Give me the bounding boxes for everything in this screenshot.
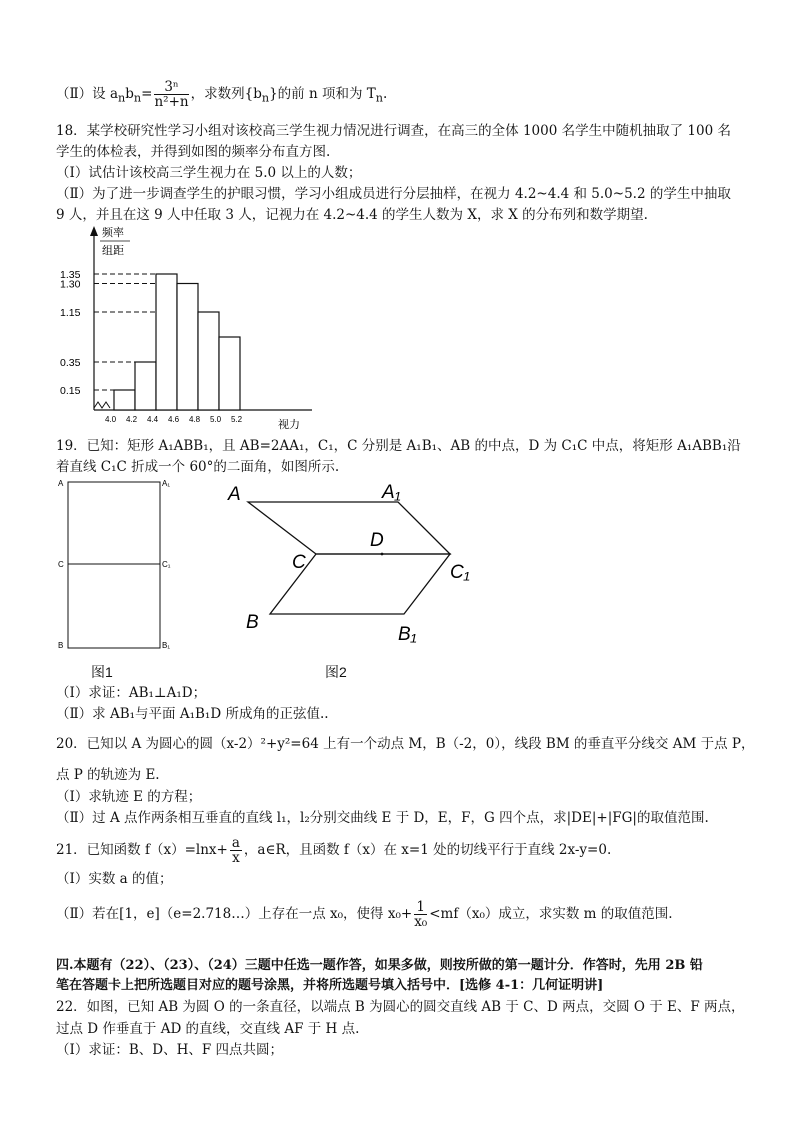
- fig2-label-A1: A₁: [382, 482, 401, 503]
- q22-line1: 22．如图，已知 AB 为圆 O 的一条直径，以端点 B 为圆心的圆交直线 AB 于 C、D 两点，交圆 O 于 E、F 两点，: [56, 999, 745, 1015]
- fig2-label-A: A: [228, 484, 241, 505]
- x-tick-label-2: 4.4: [147, 415, 159, 424]
- q20-part1: （Ⅰ）求轨迹 E 的方程；: [56, 789, 202, 805]
- figure-2-folded: [222, 474, 482, 654]
- q18-line1: 18．某学校研究性学习小组对该校高三学生视力情况进行调查，在高三的全体 1000 名学生中随机抽取了 100 名: [56, 123, 731, 139]
- q18-part2b: 9 人，并且在这 9 人中任取 3 人，记视力在 4.2~4.4 的学生人数为 X，求 X 的分布列和数学期望.: [56, 207, 648, 223]
- y-axis-arrow: [90, 226, 98, 236]
- fig2-label-B1: B₁: [398, 624, 417, 645]
- section4-line1: 四.本题有（22）、（23）、（24）三题中任选一题作答，如果多做，则按所做的第一题计分．作答时，先用 2B 铅: [56, 958, 703, 973]
- x-tick-label-5: 5.0: [210, 415, 222, 424]
- y-tick-label-3: 1.30: [60, 278, 81, 291]
- y-tick-label-2: 1.15: [60, 307, 81, 319]
- fig2-caption: 图2: [325, 664, 347, 680]
- fig1-label-C1: C₁: [162, 560, 171, 569]
- y-label-bottom: 组距: [102, 245, 124, 257]
- figure-1-rectangle: [52, 474, 182, 659]
- fig2-label-D: D: [370, 530, 384, 551]
- q21-line1: 21．已知函数 f（x）=lnx+ $\frac{a}{x}$ ，a∈R，且函数 f（x）在 x=1 处的切线平行于直线 2x-y=0.: [56, 835, 612, 866]
- y-tick-label-4: 1.35: [60, 269, 81, 281]
- q19-part2: （Ⅱ）求 AB₁与平面 A₁B₁D 所成角的正弦值..: [56, 706, 329, 722]
- q20-line2: 点 P 的轨迹为 E.: [56, 767, 160, 783]
- bar-2: [156, 274, 177, 410]
- bar-3: [177, 284, 198, 411]
- x-tick-label-0: 4.0: [105, 415, 117, 424]
- q18-part1: （Ⅰ）试估计该校高三学生视力在 5.0 以上的人数；: [56, 165, 362, 181]
- fig1-rect: [68, 482, 160, 648]
- q17-fraction: $\frac{\text{3ⁿ}}{\text{n²+n}}$: [154, 79, 189, 110]
- q21-fraction-a-over-x: $\frac{a}{x}$: [231, 835, 240, 866]
- q19-line2: 着直线 C₁C 折成一个 60°的二面角，如图所示.: [56, 459, 340, 475]
- q18-line2: 学生的体检表，并得到如图的频率分布直方图.: [56, 144, 331, 160]
- y-tick-label-0: 0.15: [60, 385, 81, 397]
- x-tick-label-3: 4.6: [168, 415, 180, 424]
- q20-part2: （Ⅱ）过 A 点作两条相互垂直的直线 l₁，l₂分别交曲线 E 于 D，E，F，G 四个点，求|DE|+|FG|的取值范围.: [56, 810, 709, 826]
- x-tick-label-4: 4.8: [189, 415, 201, 424]
- fig1-label-C: C: [58, 560, 64, 569]
- fig1-label-B: B: [58, 641, 64, 650]
- fig1-label-A1: A₁: [162, 479, 171, 488]
- q17-part2: （Ⅱ）设 $a_nb_n=$ $\frac{\text{3ⁿ}}{\text{n²+n}}$ ，求数列$\{b_n\}$的前 n 项和为 $T_n$.: [56, 79, 388, 110]
- x-tick-label-1: 4.2: [126, 415, 138, 424]
- frequency-histogram: [50, 222, 320, 432]
- section4-line2: 笔在答题卡上把所选题目对应的题号涂黑，并将所选题号填入括号中．[选修 4-1：几何证明讲]: [56, 978, 604, 993]
- fig1-caption: 图1: [91, 664, 113, 680]
- q19-line1: 19．已知：矩形 A₁ABB₁，且 AB=2AA₁，C₁，C 分别是 A₁B₁、AB 的中点，D 为 C₁C 中点，将矩形 A₁ABB₁沿: [56, 438, 741, 454]
- fig2-label-B: B: [246, 612, 259, 633]
- bar-0: [114, 390, 135, 410]
- y-tick-label-1: 0.35: [60, 357, 81, 369]
- q19-part1: （Ⅰ）求证：AB₁⊥A₁D；: [56, 685, 207, 701]
- y-label-top: 频率: [102, 227, 124, 239]
- fig2-label-C: C: [292, 552, 306, 573]
- fig1-label-B1: B₁: [162, 641, 171, 650]
- q22-line2: 过点 D 作垂直于 AD 的直线，交直线 AF 于 H 点.: [56, 1021, 360, 1037]
- bar-5: [219, 337, 240, 410]
- fig2-point-D: [381, 553, 384, 556]
- x-label: 视力: [278, 419, 300, 431]
- q18-part2a: （Ⅱ）为了进一步调查学生的护眼习惯，学习小组成员进行分层抽样，在视力 4.2~4.4 和 5.0~5.2 的学生中抽取: [56, 186, 731, 202]
- q20-line1: 20．已知以 A 为圆心的圆（x-2）²+y²=64 上有一个动点 M，B（-2，0），线段 BM 的垂直平分线交 AM 于点 P，: [56, 736, 755, 752]
- bar-4: [198, 312, 219, 410]
- q21-part2: （Ⅱ）若在[1，e]（e=2.718…）上存在一点 x₀，使得 x₀+ $\frac{1}{\text{x₀}}$ <mf（x₀）成立，求实数 m 的取值范围.: [56, 899, 673, 930]
- bar-1: [135, 362, 156, 410]
- q21-part1: （Ⅰ）实数 a 的值；: [56, 871, 173, 887]
- axis-break: [94, 402, 110, 408]
- x-tick-label-6: 5.2: [231, 415, 243, 424]
- fig1-label-A: A: [58, 479, 64, 488]
- fig2-upper-face: [248, 502, 450, 554]
- fig2-label-C1: C₁: [450, 562, 470, 583]
- q22-part1: （Ⅰ）求证：B、D、H、F 四点共圆；: [56, 1042, 284, 1058]
- q21-fraction-1-over-x0: $\frac{1}{\text{x₀}}$: [414, 899, 428, 930]
